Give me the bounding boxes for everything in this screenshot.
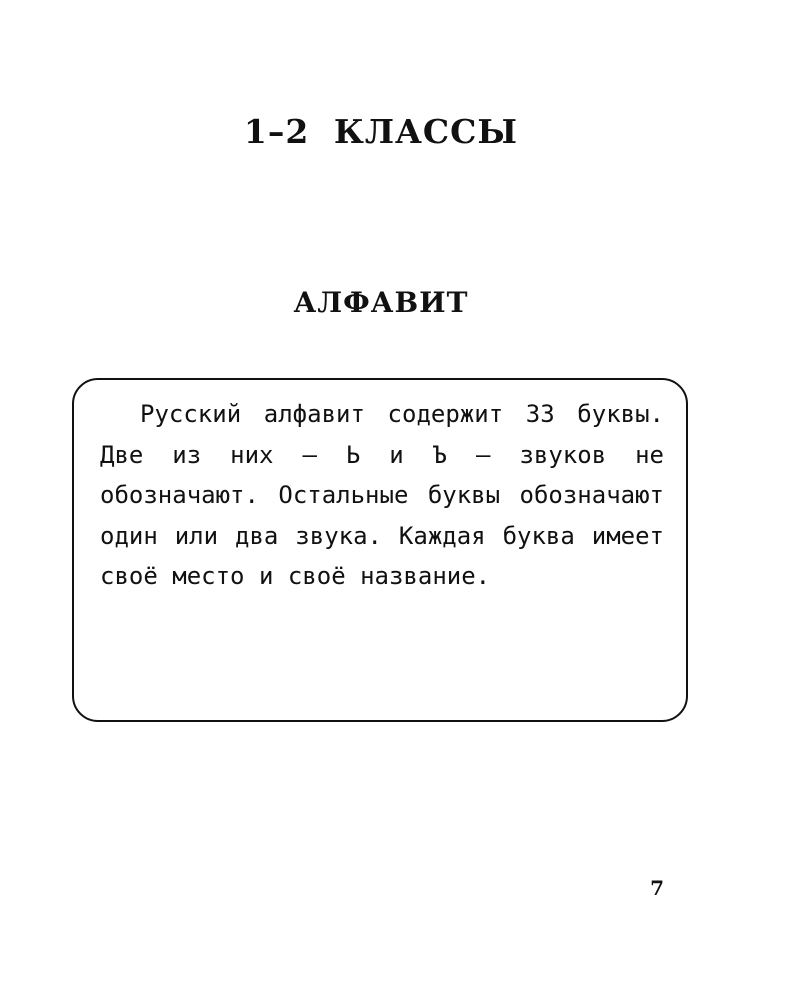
rule-box [72,378,688,722]
section-title: АЛФАВИТ [293,286,469,319]
rule-text: Русский алфавит содержит 33 буквы. Две из них — Ь и Ъ — звуков не обозначают. Остальные буквы обозначают один или два звука. Каждая буква имеет своё место и своё название. [100,400,664,590]
grade-title: 1–2 КЛАССЫ [243,112,519,151]
page-number: 7 [650,876,664,900]
